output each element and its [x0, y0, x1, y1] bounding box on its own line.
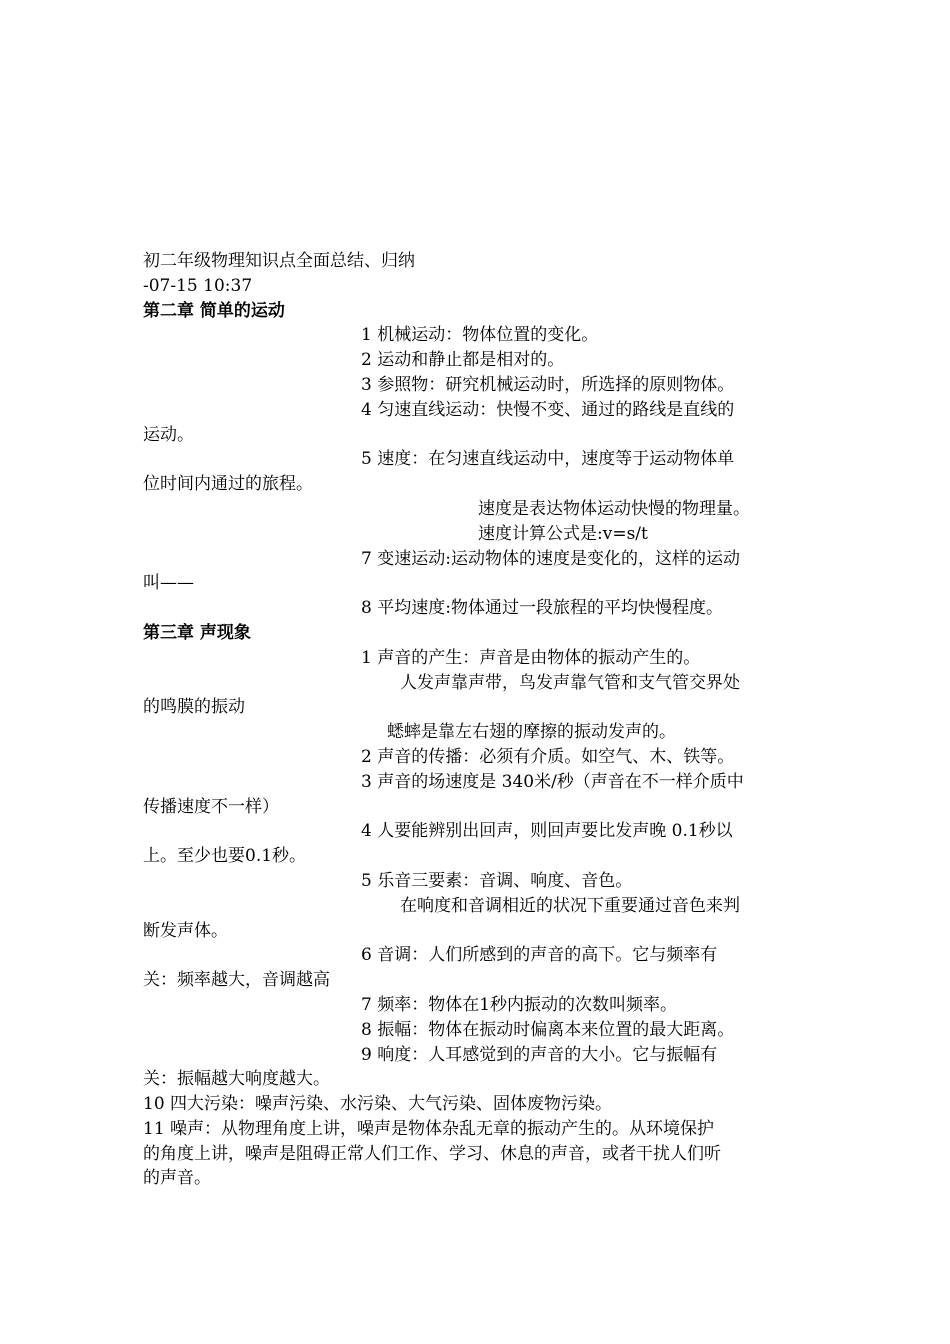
text-line: 11 噪声：从物理角度上讲，噪声是物体杂乱无章的振动产生的。从环境保护: [143, 1118, 715, 1139]
text-line: 速度计算公式是:v=s/t: [478, 523, 648, 544]
text-line: 运动。: [143, 424, 194, 445]
text-line: 的角度上讲，噪声是阻碍正常人们工作、学习、休息的声音，或者干扰人们听: [143, 1143, 721, 1164]
text-line: 速度是表达物体运动快慢的物理量。: [478, 498, 750, 519]
text-line: 6 音调：人们所感到的声音的高下。它与频率有: [361, 945, 718, 966]
text-line: 叫——: [143, 573, 194, 594]
document-title: 初二年级物理知识点全面总结、归纳: [143, 251, 415, 271]
document-content: [143, 249, 808, 1191]
text-line: 8 平均速度:物体通过一段旅程的平均快慢程度。: [361, 598, 723, 619]
text-line: 断发声体。: [143, 920, 228, 941]
chapter-3-heading: 第三章 声现象: [143, 622, 251, 643]
timestamp: -07-15 10:37: [143, 275, 253, 296]
text-line: 3 声音的场速度是 340米/秒（声音在不一样介质中: [361, 771, 744, 792]
text-line: 关：频率越大，音调越高: [143, 970, 330, 991]
text-line: 1 机械运动：物体位置的变化。: [361, 325, 599, 346]
text-line: 8 振幅：物体在振动时偏离本来位置的最大距离。: [361, 1019, 735, 1040]
text-line: 10 四大污染：噪声污染、水污染、大气污染、固体废物污染。: [143, 1094, 613, 1115]
text-line: 5 速度：在匀速直线运动中，速度等于运动物体单: [361, 449, 735, 470]
text-line: 蟋蟀是靠左右翅的摩擦的振动发声的。: [387, 722, 676, 743]
text-line: 5 乐音三要素：音调、响度、音色。: [361, 870, 633, 891]
text-line: 上。至少也要0.1秒。: [143, 846, 307, 867]
text-line: 在响度和音调相近的状况下重要通过音色来判: [400, 895, 740, 916]
text-line: 的鸣膜的振动: [143, 697, 245, 718]
text-line: 人发声靠声带，鸟发声靠气管和支气管交界处: [400, 672, 740, 693]
text-line: 7 变速运动:运动物体的速度是变化的，这样的运动: [361, 548, 740, 569]
text-line: 3 参照物：研究机械运动时，所选择的原则物体。: [361, 374, 735, 395]
text-line: 位时间内通过的旅程。: [143, 474, 313, 495]
chapter-2-heading: 第二章 简单的运动: [143, 300, 285, 321]
text-line: 的声音。: [143, 1168, 211, 1189]
text-line: 4 匀速直线运动：快慢不变、通过的路线是直线的: [361, 399, 735, 420]
text-line: 传播速度不一样）: [143, 796, 279, 817]
text-line: 7 频率：物体在1秒内振动的次数叫频率。: [361, 994, 678, 1015]
text-line: 9 响度：人耳感觉到的声音的大小。它与振幅有: [361, 1044, 718, 1065]
text-line: 2 声音的传播：必须有介质。如空气、木、铁等。: [361, 746, 735, 767]
text-line: 2 运动和静止都是相对的。: [361, 350, 565, 371]
text-line: 4 人要能辨别出回声，则回声要比发声晚 0.1秒以: [361, 821, 733, 842]
text-line: 1 声音的产生：声音是由物体的振动产生的。: [361, 647, 701, 668]
text-line: 关：振幅越大响度越大。: [143, 1069, 330, 1090]
